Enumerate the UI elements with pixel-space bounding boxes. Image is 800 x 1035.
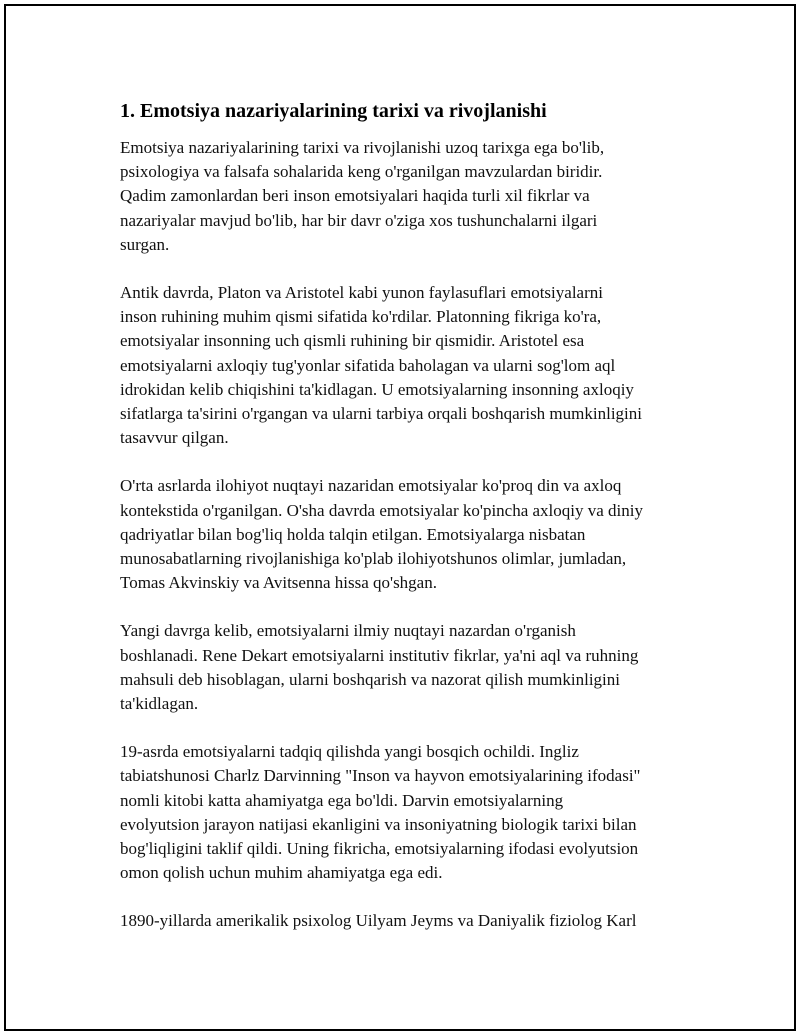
- paragraph-2: Antik davrda, Platon va Aristotel kabi yunon faylasuflari emotsiyalarni inson ruhining muhim qismi sifatida ko'rdilar. Platonning fikriga ko'ra, emotsiyalar insonning uch qismli ruhining bir qismidir. Aristotel esa emotsiyalarni axloqiy tug'yonlar sifatida baholagan va ularni sog'lom aql idrokidan kelib chiqishini ta'kidlagan. U emotsiyalarning insonning axloqiy sifatlarga ta'sirini o'rgangan va ularni tarbiya orqali boshqarish mumkinligini tasavvur qilgan.: [120, 283, 642, 448]
- paragraph-6: 1890-yillarda amerikalik psixolog Uilyam Jeyms va Daniyalik fiziolog Karl: [120, 911, 637, 931]
- paragraph-1: Emotsiya nazariyalarining tarixi va rivojlanishi uzoq tarixga ega bo'lib, psixologiya va falsafa sohalarida keng o'rganilgan mavzulardan biridir. Qadim zamonlardan beri inson emotsiyalari haqida turli xil fikrlar va nazariyalar mavjud bo'lib, har bir davr o'ziga xos tushunchalarni ilgari surgan.: [120, 138, 605, 254]
- document-page: [4, 4, 796, 1031]
- paragraph-5: 19-asrda emotsiyalarni tadqiq qilishda yangi bosqich ochildi. Ingliz tabiatshunosi Charlz Darvinning "Inson va hayvon emotsiyalarining ifodasi" nomli kitobi katta ahamiyatga ega bo'ldi. Darvin emotsiyalarning evolyutsion jarayon natijasi ekanligini va insoniyatning biologik tarixi bilan bog'liqligini taklif qildi. Uning fikricha, emotsiyalarning ifodasi evolyutsion omon qolish uchun muhim ahamiyatga ega edi.: [120, 742, 641, 883]
- paragraph-4: Yangi davrga kelib, emotsiyalarni ilmiy nuqtayi nazardan o'rganish boshlanadi. Rene Dekart emotsiyalarni institutiv fikrlar, ya'ni aql va ruhning mahsuli deb hisoblagan, ularni boshqarish va nazorat qilish mumkinligini ta'kidlagan.: [120, 621, 639, 714]
- document-body: [120, 98, 690, 958]
- section-heading: 1. Emotsiya nazariyalarining tarixi va rivojlanishi: [120, 100, 547, 122]
- paragraph-3: O'rta asrlarda ilohiyot nuqtayi nazaridan emotsiyalar ko'proq din va axloq kontekstida o'rganilgan. O'sha davrda emotsiyalar ko'pincha axloqiy va diniy qadriyatlar bilan bog'liq holda talqin etilgan. Emotsiyalarga nisbatan munosabatlarning rivojlanishiga ko'plab ilohiyotshunos olimlar, jumladan, Tomas Akvinskiy va Avitsenna hissa qo'shgan.: [120, 476, 643, 593]
